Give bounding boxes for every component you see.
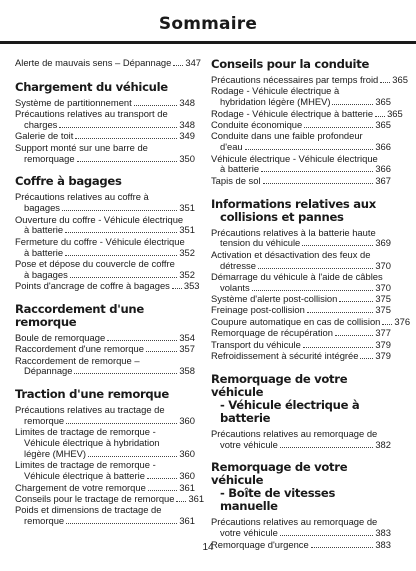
- toc-page-number: 382: [375, 438, 391, 450]
- toc-entry-text: à batterie: [220, 163, 260, 175]
- dot-leader: [332, 104, 373, 105]
- dot-leader: [70, 277, 178, 278]
- toc-entry[interactable]: [211, 315, 411, 328]
- toc-entry[interactable]: [15, 356, 195, 378]
- section-heading-line: Chargement du véhicule: [15, 79, 168, 94]
- toc-page-number: 361: [188, 493, 205, 505]
- section-heading[interactable]: [15, 303, 195, 329]
- left-column: [15, 57, 205, 528]
- toc-entry[interactable]: [211, 272, 391, 294]
- dot-leader: [280, 447, 374, 448]
- toc-page-number: 360: [179, 470, 195, 482]
- dot-leader: [65, 255, 177, 256]
- toc-entry[interactable]: [15, 259, 195, 281]
- page-title: Sommaire: [158, 14, 258, 34]
- toc-entry-text: à bagages: [24, 268, 68, 280]
- toc-entry-text: Support monté sur une barre de: [15, 141, 148, 153]
- dot-leader: [307, 312, 374, 313]
- dot-leader: [146, 351, 177, 352]
- toc-section: [15, 303, 195, 377]
- toc-entry[interactable]: [211, 176, 391, 187]
- toc-entry-text: Pose et dépose du couvercle de coffre: [15, 257, 175, 269]
- toc-entry[interactable]: [15, 131, 195, 142]
- toc-entry-text: Chargement de votre remorque: [15, 481, 146, 493]
- toc-entry[interactable]: [15, 237, 195, 259]
- toc-entry-text: Précautions relatives au coffre à: [15, 191, 149, 203]
- page-number: 14: [202, 542, 214, 553]
- toc-page-number: 347: [185, 57, 202, 68]
- toc-entry-text: votre véhicule: [220, 527, 278, 539]
- dot-leader: [245, 149, 374, 150]
- toc-entry-text: tension du véhicule: [220, 237, 301, 249]
- dot-leader: [173, 65, 183, 66]
- dot-leader: [339, 301, 373, 302]
- toc-entry[interactable]: [211, 351, 391, 362]
- toc-page-number: 351: [179, 202, 195, 214]
- toc-entry-text: Dépannage: [24, 365, 73, 377]
- toc-entry-text: Véhicule électrique - Véhicule électrique: [211, 152, 378, 164]
- dot-leader: [280, 535, 374, 536]
- dot-leader: [172, 288, 182, 289]
- toc-page-number: 367: [375, 174, 391, 186]
- dot-leader: [263, 183, 374, 184]
- toc-page-number: 365: [387, 107, 403, 119]
- toc-section: [211, 373, 391, 451]
- toc-entry[interactable]: [15, 505, 195, 527]
- toc-entry[interactable]: [15, 215, 195, 237]
- dot-leader: [59, 127, 177, 128]
- toc-entry-text: Freinage post-collision: [211, 304, 305, 316]
- dot-leader: [335, 335, 373, 336]
- dot-leader: [62, 210, 177, 211]
- toc-entry-text: Conduite économique: [211, 118, 303, 130]
- toc-entry-text: bagages: [24, 202, 60, 214]
- section-heading[interactable]: [211, 58, 391, 71]
- dot-leader: [148, 490, 178, 491]
- toc-page-number: 376: [394, 315, 411, 327]
- toc-page-number: 348: [179, 96, 195, 108]
- toc-entry-text: hybridation légère (MHEV): [220, 96, 331, 108]
- toc-page-number: 348: [179, 118, 195, 130]
- section-heading-line: Traction d'une remorque: [15, 387, 169, 402]
- toc-page-number: 379: [375, 338, 391, 350]
- toc-entry[interactable]: [15, 143, 195, 165]
- toc-page-number: 350: [179, 152, 195, 164]
- toc-entry-text: Activation et désactivation des feux de: [211, 248, 371, 260]
- toc-entry[interactable]: [15, 333, 195, 344]
- dot-leader: [107, 340, 177, 341]
- toc-entry[interactable]: [15, 57, 202, 69]
- toc-entry[interactable]: [211, 228, 391, 250]
- toc-entry-text: Ouverture du coffre - Véhicule électrique: [15, 213, 184, 225]
- toc-entry[interactable]: [15, 344, 195, 355]
- toc-page-number: 365: [392, 74, 408, 85]
- toc-entry-text: Limites de tractage de remorque -: [15, 426, 156, 438]
- toc-entry-text: Alerte de mauvais sens – Dépannage: [15, 57, 172, 68]
- dot-leader: [360, 358, 373, 359]
- toc-entry[interactable]: [15, 109, 195, 131]
- toc-page-number: 360: [179, 448, 195, 460]
- section-heading-line: collisions et pannes: [220, 209, 344, 224]
- toc-page-number: 377: [375, 327, 391, 339]
- toc-entry-text: détresse: [220, 259, 256, 271]
- section-heading-line: Remorquage de votre véhicule: [211, 460, 348, 488]
- toc-entry[interactable]: [211, 154, 391, 176]
- toc-entry-text: Véhicule électrique à hybridation: [24, 437, 160, 449]
- toc-entry-text: Précautions relatives au remorquage de: [211, 516, 378, 528]
- toc-page-number: 361: [179, 481, 195, 493]
- toc-section: [15, 174, 200, 292]
- dot-leader: [134, 105, 178, 106]
- toc-page-number: 352: [179, 268, 195, 280]
- toc-entry[interactable]: [15, 493, 205, 505]
- section-heading-line: Conseils pour la conduite: [211, 57, 370, 71]
- toc-entry-text: Précautions relatives à la batterie haute: [211, 226, 376, 238]
- toc-page-number: 379: [375, 350, 391, 362]
- toc-entry[interactable]: [211, 120, 391, 131]
- section-heading[interactable]: [211, 198, 391, 224]
- toc-page-number: 365: [375, 118, 391, 130]
- dot-leader: [382, 324, 392, 325]
- dot-leader: [302, 245, 373, 246]
- dot-leader: [74, 373, 177, 374]
- dot-leader: [303, 347, 374, 348]
- toc-entry-text: remorquage: [24, 152, 75, 164]
- dot-leader: [261, 171, 373, 172]
- toc-page-number: 375: [375, 304, 391, 316]
- dot-leader: [380, 82, 390, 83]
- toc-entry-text: volants: [220, 281, 250, 293]
- toc-entry[interactable]: [15, 427, 195, 459]
- toc-entry[interactable]: [211, 107, 403, 120]
- toc-page-number: 365: [375, 96, 391, 108]
- toc-page-number: 361: [179, 515, 195, 527]
- toc-section: [15, 387, 205, 527]
- title-bar: [0, 0, 416, 44]
- toc-entry[interactable]: [15, 405, 195, 427]
- toc-page-number: 366: [375, 141, 391, 153]
- toc-entry-text: Remorquage de récupération: [211, 327, 333, 339]
- section-heading-line: - Boîte de vitesses manuelle: [220, 486, 336, 514]
- toc-page-number: 383: [375, 538, 391, 550]
- dot-leader: [375, 116, 385, 117]
- dot-leader: [304, 127, 373, 128]
- toc-entry-text: d'eau: [220, 141, 243, 153]
- toc-entry-text: Conseils pour le tractage de remorque: [15, 493, 175, 505]
- section-heading-line: Informations relatives aux: [211, 196, 376, 211]
- section-heading-line: Remorquage de votre véhicule: [211, 371, 348, 399]
- toc-page-number: 370: [375, 281, 391, 293]
- toc-entry-text: Galerie de toit: [15, 130, 74, 142]
- toc-entry[interactable]: [211, 517, 391, 539]
- toc-page-number: 370: [375, 259, 391, 271]
- toc-page-number: 369: [375, 237, 391, 249]
- section-heading-line: batterie: [220, 410, 271, 425]
- toc-page-number: 352: [179, 246, 195, 258]
- toc-entry-text: Précautions relatives au remorquage de: [211, 427, 378, 439]
- dot-leader: [176, 501, 186, 502]
- toc-entry-text: Système de partitionnement: [15, 96, 132, 108]
- toc-entry-text: remorque: [24, 515, 65, 527]
- toc-entry[interactable]: [211, 305, 391, 316]
- section-heading-line: Raccordement d'une remorque: [15, 301, 144, 329]
- toc-page-number: 353: [183, 280, 200, 292]
- toc-section: [15, 81, 195, 165]
- toc-entry-text: Véhicule électrique à batterie: [24, 470, 145, 482]
- toc-entry-text: charges: [24, 118, 58, 130]
- toc-entry-text: votre véhicule: [220, 438, 278, 450]
- toc-section: [211, 57, 408, 187]
- toc-entry-text: légère (MHEV): [24, 448, 86, 460]
- toc-page-number: 354: [179, 331, 195, 343]
- toc-entry-text: Précautions relatives au transport de: [15, 108, 168, 120]
- toc-page-number: 358: [179, 365, 195, 377]
- section-heading[interactable]: [211, 373, 391, 425]
- toc-entry-text: à batterie: [24, 246, 64, 258]
- toc-page-number: 360: [179, 415, 195, 427]
- toc-page-number: 349: [179, 130, 195, 142]
- toc-entry-text: Démarrage du véhicule à l'aide de câbles: [211, 270, 383, 282]
- section-heading[interactable]: [15, 388, 195, 401]
- toc-entry[interactable]: [211, 340, 391, 351]
- toc-page-number: 383: [375, 527, 391, 539]
- dot-leader: [88, 456, 177, 457]
- toc-entry-text: Refroidissement à sécurité intégrée: [211, 350, 359, 362]
- toc-entry[interactable]: [211, 328, 391, 339]
- toc-page-number: 351: [179, 224, 195, 236]
- toc-entry-text: Boule de remorquage: [15, 331, 106, 343]
- toc-entry[interactable]: [211, 86, 391, 108]
- dot-leader: [147, 478, 177, 479]
- toc-entry[interactable]: [211, 131, 391, 153]
- dot-leader: [65, 232, 177, 233]
- toc-entry-text: Précautions nécessaires par temps froid: [211, 74, 379, 85]
- section-heading-line: Coffre à bagages: [15, 174, 122, 189]
- toc-entry-text: Remorquage d'urgence: [211, 538, 309, 550]
- section-heading[interactable]: [15, 81, 195, 94]
- toc-entry-text: Conduite dans une faible profondeur: [211, 130, 363, 142]
- toc-entry-text: Points d'ancrage de coffre à bagages: [15, 280, 170, 292]
- toc-entry[interactable]: [211, 74, 408, 86]
- toc-entry[interactable]: [211, 294, 391, 305]
- toc-entry-text: Précautions relatives au tractage de: [15, 404, 165, 416]
- toc-entry-text: Rodage - Véhicule électrique à batterie: [211, 107, 374, 119]
- toc-entry-text: Fermeture du coffre - Véhicule électrique: [15, 235, 185, 247]
- toc-entry-text: remorque: [24, 415, 65, 427]
- section-heading-line: - Véhicule électrique à: [220, 397, 360, 412]
- section-heading[interactable]: [211, 461, 391, 513]
- toc-section: [211, 461, 391, 550]
- toc-entry[interactable]: [15, 280, 200, 292]
- toc-page-number: 375: [375, 293, 391, 305]
- dot-leader: [77, 161, 178, 162]
- toc-page-number: 366: [375, 163, 391, 175]
- toc-section: [211, 196, 411, 362]
- toc-entry-text: Raccordement d'une remorque: [15, 343, 144, 355]
- toc-entry[interactable]: [211, 250, 391, 272]
- toc-entry-text: Poids et dimensions de tractage de: [15, 504, 162, 516]
- toc-entry-text: Tapis de sol: [211, 174, 261, 186]
- toc-entry[interactable]: [15, 98, 195, 109]
- toc-entry[interactable]: [15, 192, 195, 214]
- toc-entry-text: Transport du véhicule: [211, 338, 301, 350]
- toc-entry[interactable]: [15, 483, 195, 494]
- toc-page-number: 357: [179, 343, 195, 355]
- toc-entry-text: Rodage - Véhicule électrique à: [211, 85, 340, 97]
- dot-leader: [66, 523, 177, 524]
- toc-entry-text: Coupure automatique en cas de collision: [211, 315, 381, 327]
- dot-leader: [252, 290, 374, 291]
- toc-entry[interactable]: [15, 460, 195, 482]
- toc-entry[interactable]: [211, 429, 391, 451]
- section-heading[interactable]: [15, 175, 195, 188]
- toc-entry-text: Système d'alerte post-collision: [211, 293, 338, 305]
- toc-entry-text: Limites de tractage de remorque -: [15, 459, 156, 471]
- toc-entry-text: à batterie: [24, 224, 64, 236]
- right-column: [211, 57, 411, 551]
- toc-entry-text: Raccordement de remorque –: [15, 354, 140, 366]
- dot-leader: [258, 268, 373, 269]
- dot-leader: [75, 138, 177, 139]
- dot-leader: [66, 423, 177, 424]
